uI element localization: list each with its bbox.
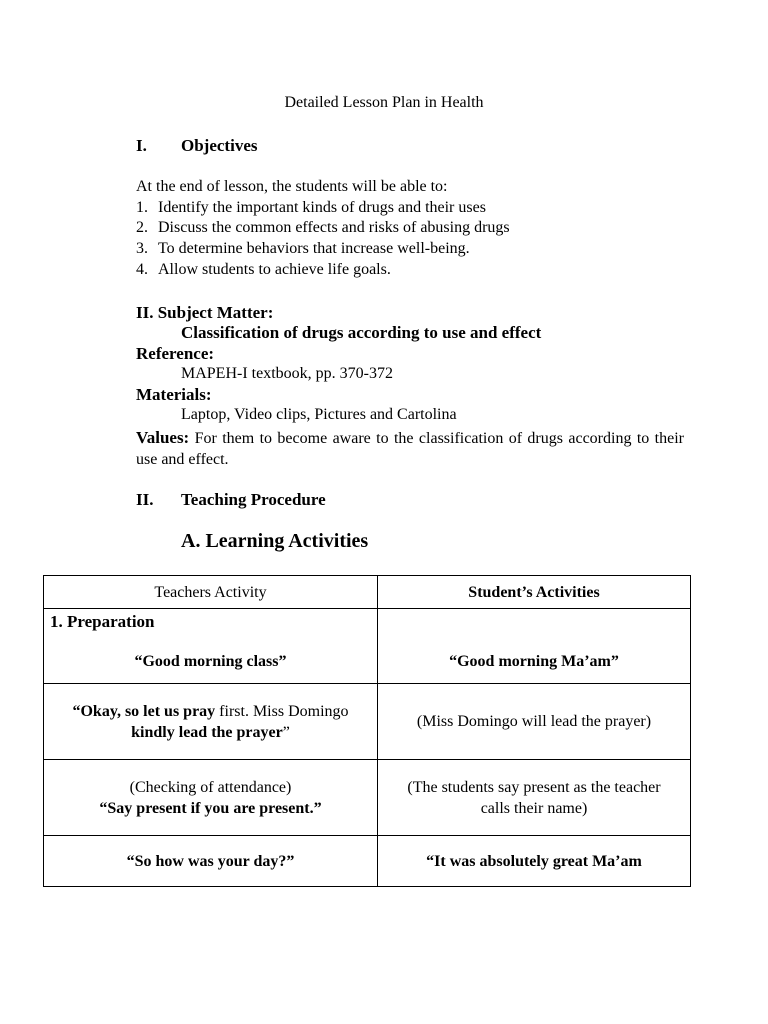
values-paragraph <box>136 427 684 470</box>
attendance-response-line1: (The students say present as the teacher <box>407 778 661 796</box>
teacher-greeting: “Good morning class” <box>134 653 287 670</box>
attendance-instruction: “Say present if you are present.” <box>99 799 322 817</box>
values-text: For them to become aware to the classification of drugs according to their use and effect. <box>136 430 684 468</box>
table-row <box>44 609 691 684</box>
objectives-heading: Objectives <box>181 136 258 155</box>
teacher-cell: “So how was your day?” <box>44 836 378 887</box>
objective-item <box>136 199 486 217</box>
objective-text: Discuss the common effects and risks of abusing drugs <box>158 219 510 236</box>
objective-number: 4. <box>136 261 148 278</box>
subject-topic: Classification of drugs according to use and effect <box>181 323 542 342</box>
student-greeting: “Good morning Ma’am” <box>449 653 619 670</box>
student-cell <box>378 609 691 684</box>
teacher-cell <box>44 684 378 760</box>
reference-text: MAPEH-I textbook, pp. 370-372 <box>181 365 393 382</box>
document-title: Detailed Lesson Plan in Health <box>284 94 484 111</box>
teacher-activity-header: Teachers Activity <box>44 576 378 609</box>
objective-text: To determine behaviors that increase well-being. <box>158 240 470 257</box>
procedure-numeral: II. <box>136 490 154 509</box>
objectives-intro: At the end of lesson, the students will be able to: <box>136 178 448 195</box>
objective-item <box>136 261 391 279</box>
prayer-instruction-bold: “Okay, so let us pray <box>72 702 216 720</box>
objective-number: 2. <box>136 219 148 236</box>
student-activity-header: Student’s Activities <box>378 576 691 609</box>
table-row <box>44 760 691 836</box>
objective-item <box>136 240 470 258</box>
procedure-heading: Teaching Procedure <box>181 490 326 509</box>
objective-number: 1. <box>136 199 148 216</box>
attendance-note: (Checking of attendance) <box>129 778 292 796</box>
materials-text: Laptop, Video clips, Pictures and Cartolina <box>181 406 457 423</box>
subject-matter-heading: II. Subject Matter: <box>136 303 274 322</box>
learning-activities-heading: A. Learning Activities <box>181 530 369 552</box>
objective-item <box>136 219 510 237</box>
student-cell <box>378 760 691 836</box>
objective-text: Allow students to achieve life goals. <box>158 261 391 278</box>
prayer-instruction-close: ” <box>282 723 290 741</box>
prayer-instruction-plain: first. Miss Domingo <box>215 702 349 720</box>
activities-table <box>43 575 691 887</box>
preparation-label: 1. Preparation <box>50 612 155 631</box>
objectives-numeral: I. <box>136 136 147 155</box>
prayer-instruction-line2: kindly lead the prayer <box>131 723 283 741</box>
reference-label: Reference: <box>136 344 215 363</box>
objective-text: Identify the important kinds of drugs and their uses <box>158 199 486 216</box>
table-row <box>44 684 691 760</box>
table-header-row <box>44 576 691 609</box>
teacher-cell <box>44 760 378 836</box>
attendance-response-line2: calls their name) <box>480 799 588 817</box>
student-cell: (Miss Domingo will lead the prayer) <box>378 684 691 760</box>
teacher-cell <box>44 609 378 684</box>
materials-label: Materials: <box>136 385 212 404</box>
values-label: Values: <box>136 428 190 447</box>
table-row <box>44 836 691 887</box>
student-cell: “It was absolutely great Ma’am <box>378 836 691 887</box>
objective-number: 3. <box>136 240 148 257</box>
